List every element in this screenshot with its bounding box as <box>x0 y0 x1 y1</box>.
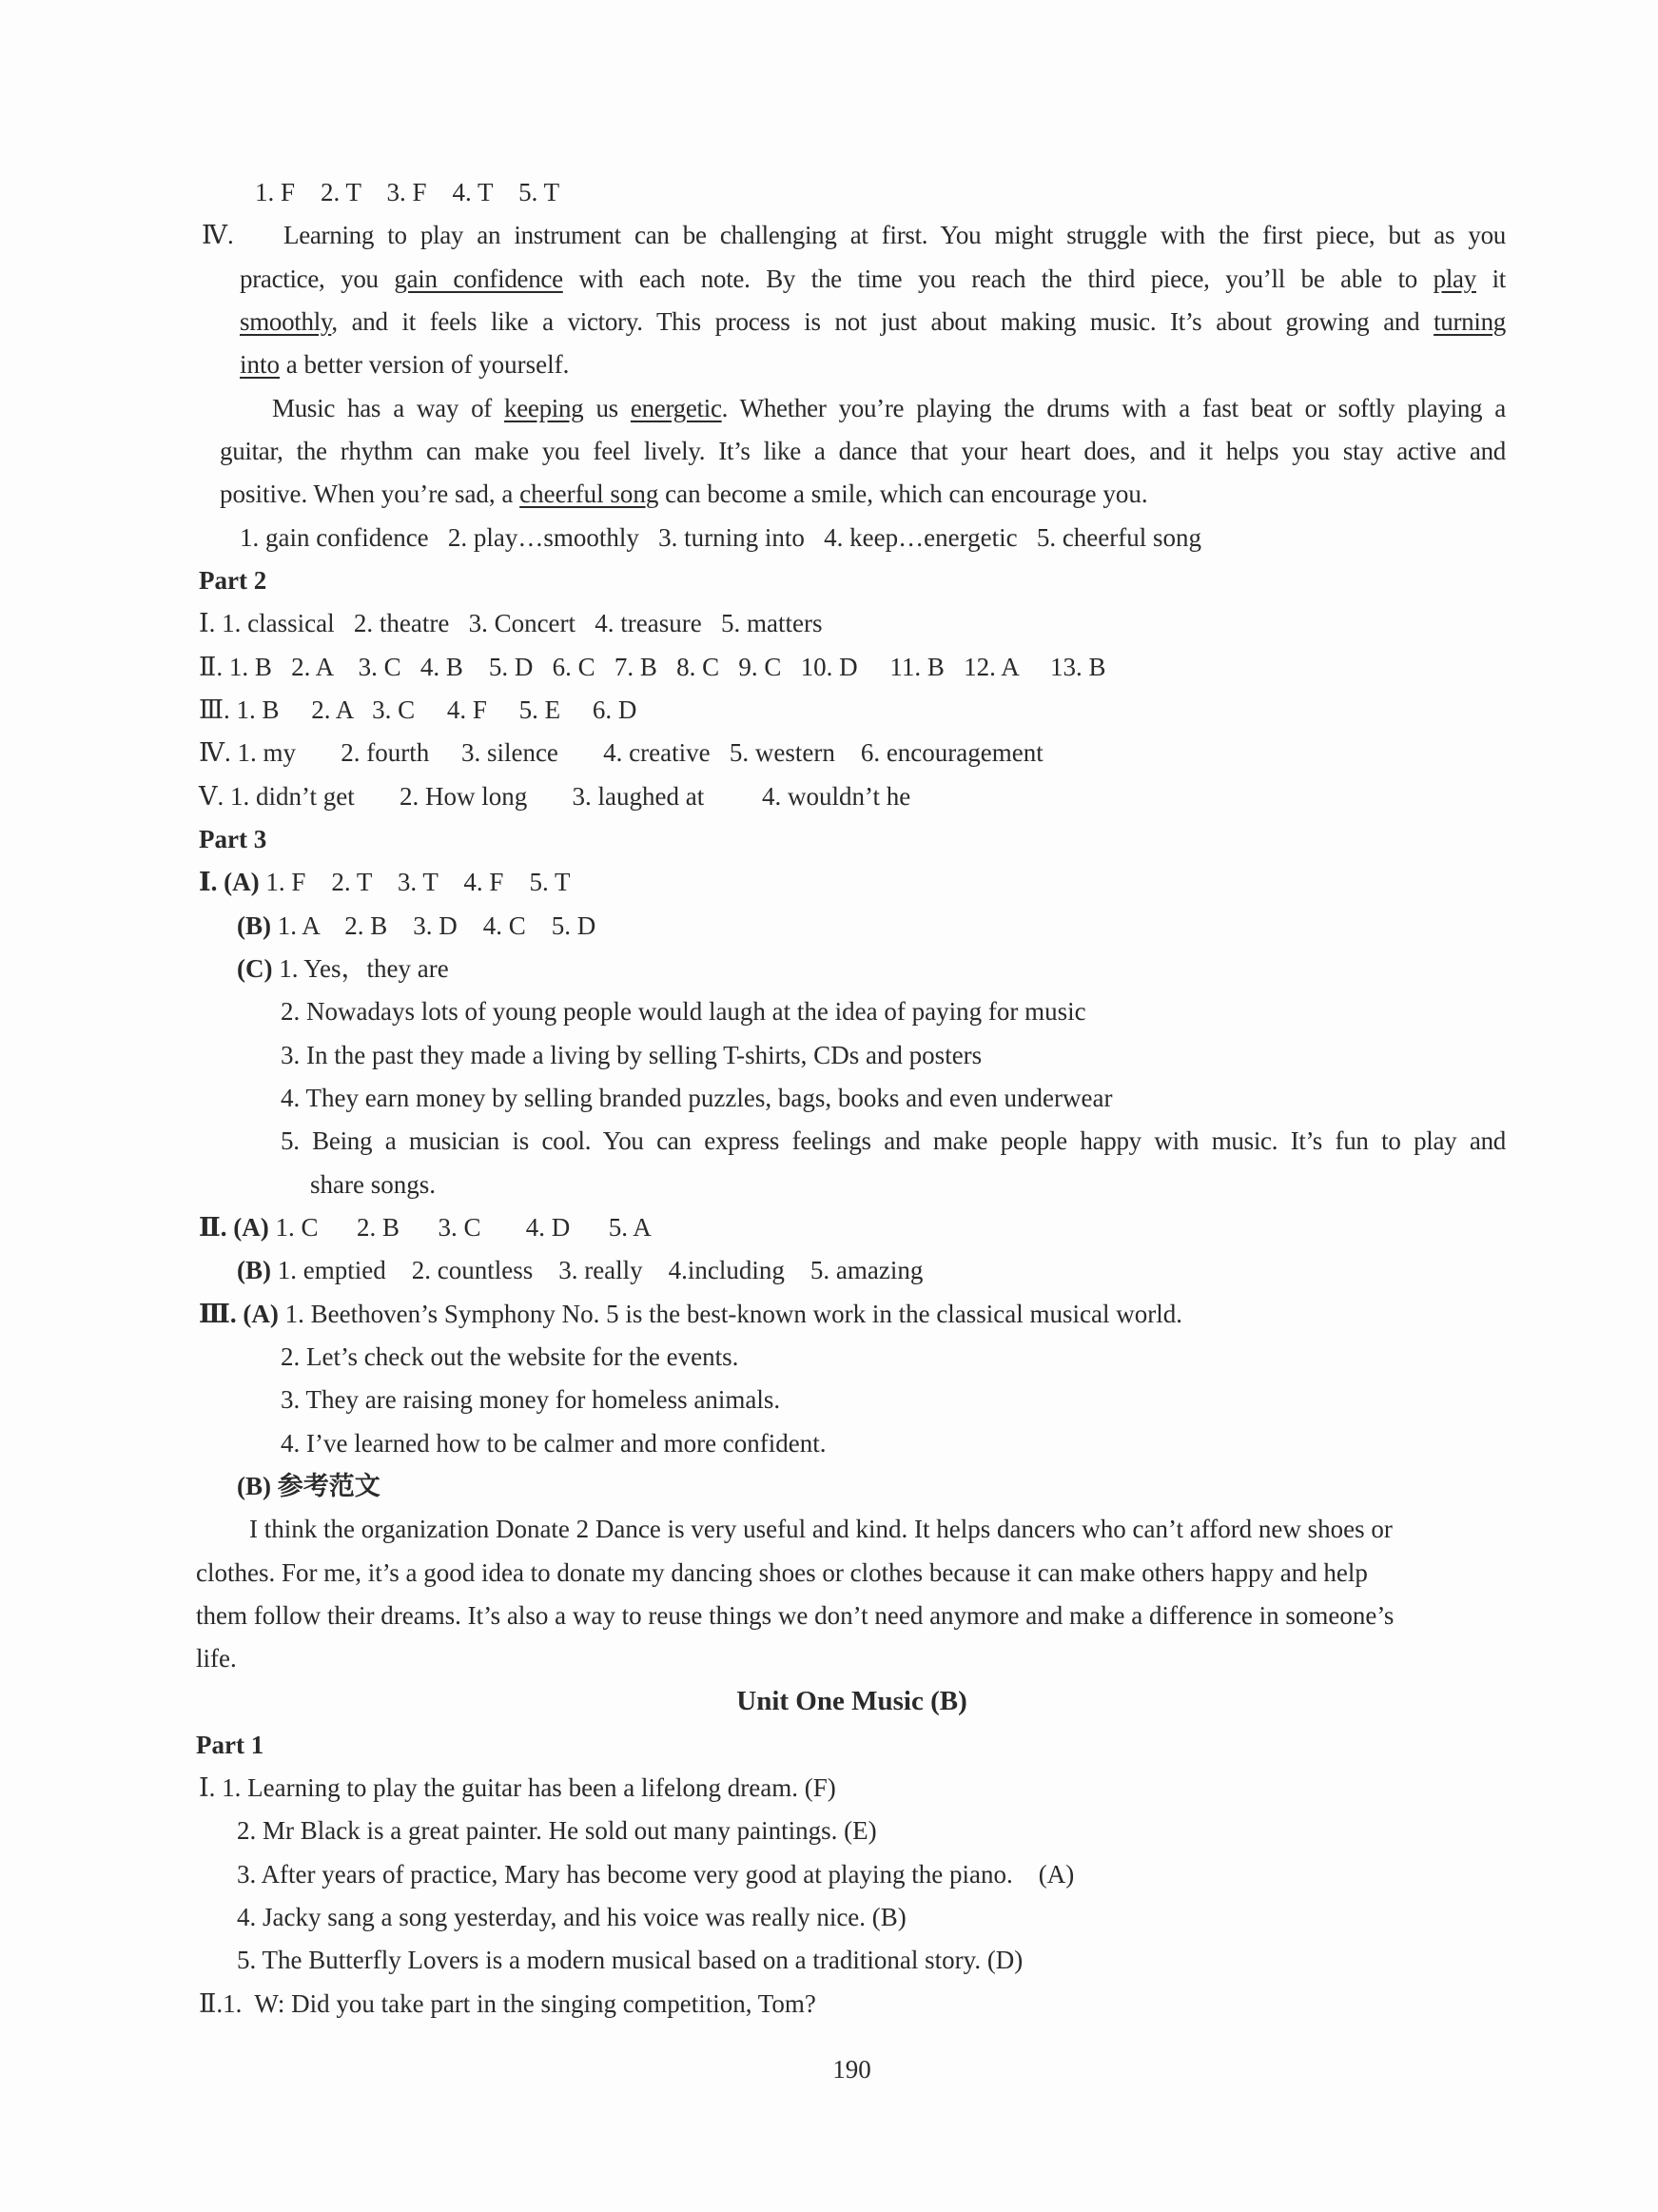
answers: 1. F 2. T 3. T 4. F 5. T <box>259 868 571 897</box>
answer-item: 3. After years of practice, Mary has become very good at playing the piano. (A) <box>237 1859 1075 1889</box>
paragraph-line <box>240 258 1506 301</box>
paragraph-line <box>240 343 1506 386</box>
answer-key-page <box>0 171 1658 2091</box>
text: , and it feels like a victory. This process is not just about making music. It’s about growing and <box>331 306 1434 336</box>
essay-line: them follow their dreams. It’s also a way to reuse things we don’t need anymore and make a difference in someone’s <box>196 1600 1395 1630</box>
part2-answers: Ⅰ. 1. classical 2. theatre 3. Concert 4. treasure 5. matters <box>199 609 823 638</box>
label: (B) <box>237 1256 271 1285</box>
text: a better version of yourself. <box>280 350 570 380</box>
text: positive. When you’re sad, a <box>220 480 520 509</box>
paragraph-line: guitar, the rhythm can make you feel lively. It’s like a dance that your heart does, and it helps you stay active and <box>220 436 1506 465</box>
part3-iii-b-label: (B) 参考范文 <box>237 1471 380 1500</box>
section-iv-line <box>202 214 1506 257</box>
answer-item: 4. Jacky sang a song yesterday, and his voice was really nice. (B) <box>237 1903 907 1932</box>
part3-iii-a <box>199 1293 1658 1336</box>
answer-item: 5. Being a musician is cool. You can express feelings and make people happy with music. It’s fun to play and <box>281 1126 1506 1156</box>
part3-i-a <box>199 861 1658 904</box>
answer-item: 4. They earn money by selling branded puzzles, bags, books and even underwear <box>281 1083 1113 1112</box>
answer-item: 2. Let’s check out the website for the events. <box>281 1341 739 1371</box>
answer-item: share songs. <box>310 1169 436 1199</box>
answer-item: 2. Nowadays lots of young people would laugh at the idea of paying for music <box>281 997 1086 1027</box>
text: Music has a way of <box>272 393 505 422</box>
text: us <box>583 393 631 422</box>
section-iv-answers: 1. gain confidence 2. play…smoothly 3. turning into 4. keep…energetic 5. cheerful song <box>240 522 1202 552</box>
label: Ⅰ. (A) <box>199 868 260 897</box>
answers: 1. Yes，they are <box>272 953 449 983</box>
part2-answers: Ⅲ. 1. B 2. A 3. C 4. F 5. E 6. D <box>199 695 637 724</box>
unit-b-ii-line: Ⅱ.1. W: Did you take part in the singing competition, Tom? <box>199 1988 816 2018</box>
part2-answers: Ⅳ. 1. my 2. fourth 3. silence 4. creative 5. western 6. encouragement <box>199 738 1044 768</box>
part3-ii-b <box>237 1249 1658 1292</box>
section-numeral: Ⅳ. <box>202 221 234 250</box>
essay-line: clothes. For me, it’s a good idea to donate my dancing shoes or clothes because it can make others happy and help <box>196 1557 1368 1587</box>
part1-answers: 1. F 2. T 3. F 4. T 5. T <box>255 178 560 206</box>
label: Ⅱ. (A) <box>199 1212 269 1242</box>
label: (B) <box>237 910 271 940</box>
part2-heading: Part 2 <box>199 565 267 595</box>
answer-item: 2. Mr Black is a great painter. He sold out many paintings. (E) <box>237 1816 877 1846</box>
underlined-phrase: gain confidence <box>394 264 563 293</box>
text: practice, you <box>240 264 395 293</box>
underlined-phrase: smoothly <box>240 306 332 336</box>
paragraph-line <box>272 387 1506 430</box>
text: can become a smile, which can encourage you. <box>658 480 1148 509</box>
paragraph-line <box>220 473 1506 516</box>
answer-item: 1. Learning to play the guitar has been a lifelong dream. (F) <box>215 1773 836 1803</box>
underlined-phrase: energetic <box>630 393 722 422</box>
part2-answers: Ⅱ. 1. B 2. A 3. C 4. B 5. D 6. C 7. B 8. C 9. C 10. D 11. B 12. A 13. B <box>199 652 1106 681</box>
underlined-phrase: play <box>1433 264 1476 293</box>
unit-title: Unit One Music (B) <box>736 1686 967 1717</box>
answers: 1. emptied 2. countless 3. really 4.including 5. amazing <box>271 1256 924 1285</box>
underlined-phrase: turning <box>1434 306 1506 336</box>
label: Ⅲ. (A) <box>199 1299 279 1328</box>
answer-item: 4. I’ve learned how to be calmer and more confident. <box>281 1428 827 1458</box>
part3-i-b <box>237 905 1658 948</box>
underlined-phrase: into <box>240 350 281 380</box>
text: . Whether you’re playing the drums with a fast beat or softly playing a <box>721 393 1506 422</box>
part3-i-c <box>237 948 1658 990</box>
paragraph-text: Learning to play an instrument can be challenging at first. You might struggle with the first piece, but as you <box>283 221 1506 250</box>
answers: 1. C 2. B 3. C 4. D 5. A <box>268 1212 652 1242</box>
part3-ii-a <box>199 1206 1658 1249</box>
essay-line: I think the organization Donate 2 Dance is very useful and kind. It helps dancers who can’t afford new shoes or <box>249 1515 1393 1544</box>
paragraph-line <box>240 301 1506 343</box>
underlined-phrase: cheerful song <box>519 480 659 509</box>
part3-heading: Part 3 <box>199 824 267 853</box>
essay-line: life. <box>196 1644 237 1674</box>
label: Ⅰ. <box>199 1773 216 1803</box>
label: (C) <box>237 953 273 983</box>
answer-item: 3. They are raising money for homeless animals. <box>281 1385 781 1415</box>
text: with each note. By the time you reach the third piece, you’ll be able to <box>562 264 1434 293</box>
part1-heading: Part 1 <box>196 1730 264 1759</box>
unit-b-i <box>199 1767 1658 1810</box>
part2-answers: Ⅴ. 1. didn’t get 2. How long 3. laughed at 4. wouldn’t he <box>199 781 911 811</box>
answer-item: 5. The Butterfly Lovers is a modern musical based on a traditional story. (D) <box>237 1946 1024 1975</box>
answers: 1. Beethoven’s Symphony No. 5 is the best-known work in the classical musical world. <box>278 1299 1182 1328</box>
answer-item: 3. In the past they made a living by selling T-shirts, CDs and posters <box>281 1040 983 1069</box>
underlined-phrase: keeping <box>504 393 584 422</box>
text: it <box>1475 264 1506 293</box>
page-number: 190 <box>832 2055 871 2085</box>
answers: 1. A 2. B 3. D 4. C 5. D <box>271 910 596 940</box>
